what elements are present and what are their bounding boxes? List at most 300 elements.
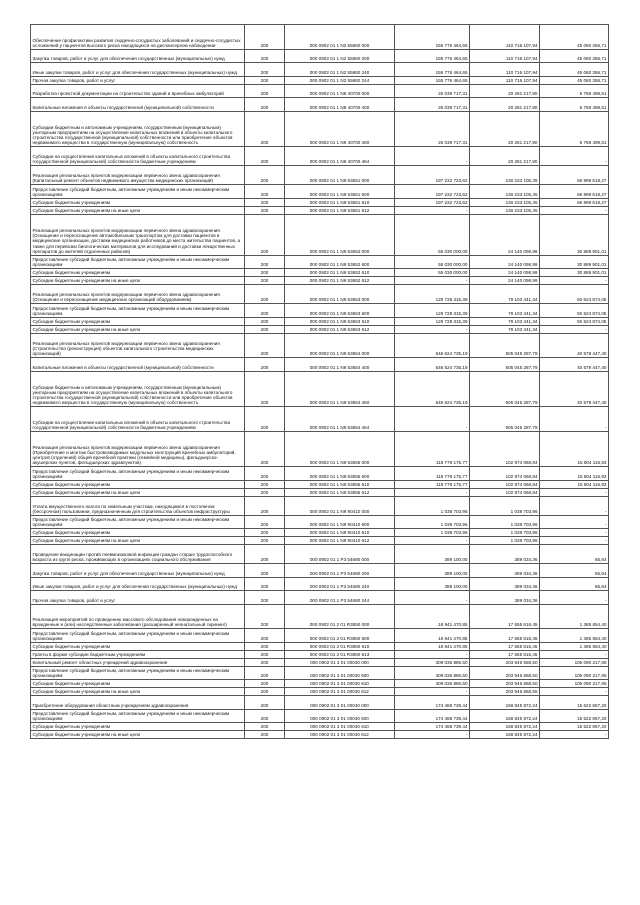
- unexecuted-amount-cell: 45 060 356,71: [540, 76, 609, 84]
- executed-amount-cell: 79 103 441,34: [470, 285, 540, 304]
- approved-amount-cell: 26 039 717,31: [395, 111, 470, 147]
- expense-name-cell: Субсидии бюджетным учреждениям на иные цели: [31, 277, 245, 285]
- line-code-cell: 200: [245, 696, 285, 710]
- classification-code-cell: 000 0902 01 1 N9 53653 612: [285, 325, 395, 333]
- unexecuted-amount-cell: 105 090 217,95: [540, 658, 609, 666]
- table-row: [31, 537, 609, 545]
- unexecuted-amount-cell: 50 624 874,05: [540, 285, 609, 304]
- classification-code-cell: 000 0902 01 1 N9 53655 000: [285, 431, 395, 467]
- approved-amount-cell: 546 624 735,19: [395, 371, 470, 407]
- executed-amount-cell: 24 140 098,99: [470, 255, 540, 269]
- approved-amount-cell: -: [395, 325, 470, 333]
- executed-amount-cell: 24 140 098,99: [470, 277, 540, 285]
- expense-name-cell: Прочая закупка товаров, работ и услуг: [31, 76, 245, 84]
- classification-code-cell: 000 0902 01 1 N9 40700 400: [285, 98, 395, 112]
- line-code-cell: 200: [245, 277, 285, 285]
- approved-amount-cell: 1 038 703,96: [395, 529, 470, 537]
- line-code-cell: 200: [245, 642, 285, 650]
- expense-name-cell: Субсидии бюджетным учреждениям на иные цели: [31, 688, 245, 696]
- executed-amount-cell: 158 845 872,24: [470, 723, 540, 731]
- classification-code-cell: 000 0902 01 1 N2 55860 240: [285, 63, 395, 77]
- table-row: [31, 642, 609, 650]
- executed-amount-cell: 130 233 105,35: [470, 166, 540, 185]
- executed-amount-cell: 79 103 441,34: [470, 304, 540, 318]
- line-code-cell: 200: [245, 650, 285, 658]
- classification-code-cell: 000 0902 01 3 01 00030 610: [285, 680, 395, 688]
- classification-code-cell: 000 0902 01 1 P3 54680 000: [285, 545, 395, 564]
- unexecuted-amount-cell: 15 622 867,20: [540, 696, 609, 710]
- table-row: [31, 564, 609, 578]
- expense-name-cell: Прочая закупка товаров, работ и услуг: [31, 591, 245, 605]
- line-code-cell: 200: [245, 255, 285, 269]
- approved-amount-cell: 26 039 717,31: [395, 98, 470, 112]
- classification-code-cell: 000 0902 01 1 N9 53651 000: [285, 166, 395, 185]
- line-code-cell: 200: [245, 84, 285, 98]
- table-row: [31, 731, 609, 739]
- table-row: [31, 325, 609, 333]
- approved-amount-cell: 55 030 000,00: [395, 214, 470, 255]
- unexecuted-amount-cell: -: [540, 325, 609, 333]
- unexecuted-amount-cell: -: [540, 537, 609, 545]
- expense-name-cell: Капитальные вложения в объекты государственной (муниципальной) собственности: [31, 98, 245, 112]
- executed-amount-cell: 17 555 816,45: [470, 629, 540, 643]
- line-code-cell: 200: [245, 480, 285, 488]
- executed-amount-cell: 110 716 107,94: [470, 25, 540, 50]
- approved-amount-cell: -: [395, 206, 470, 214]
- line-code-cell: 200: [245, 515, 285, 529]
- approved-amount-cell: 546 624 735,19: [395, 358, 470, 372]
- table-row: [31, 709, 609, 723]
- line-code-cell: 200: [245, 529, 285, 537]
- approved-amount-cell: -: [395, 650, 470, 658]
- unexecuted-amount-cell: 45 060 356,71: [540, 49, 609, 63]
- expense-name-cell: Закупка товаров, работ и услуг для обеспечения государственных (муниципальных) нужд: [31, 49, 245, 63]
- approved-amount-cell: 197 232 723,62: [395, 198, 470, 206]
- unexecuted-amount-cell: -: [540, 277, 609, 285]
- executed-amount-cell: 110 716 107,94: [470, 49, 540, 63]
- expense-name-cell: Субсидии бюджетным учреждениям на иные цели: [31, 325, 245, 333]
- line-code-cell: 200: [245, 488, 285, 496]
- line-code-cell: 200: [245, 467, 285, 481]
- expense-name-cell: Субсидии на осуществление капитальных вложений в объекты капитального строительства государственной (муниципальной) собственности бюджетным учреждениям: [31, 147, 245, 166]
- executed-amount-cell: 20 281 217,80: [470, 111, 540, 147]
- approved-amount-cell: -: [395, 147, 470, 166]
- approved-amount-cell: 118 779 175,77: [395, 431, 470, 467]
- executed-amount-cell: 389 034,36: [470, 564, 540, 578]
- expense-name-cell: Капитальные вложения в объекты государственной (муниципальной) собственности: [31, 358, 245, 372]
- line-code-cell: 200: [245, 206, 285, 214]
- unexecuted-amount-cell: 105 090 217,95: [540, 666, 609, 680]
- expense-name-cell: Субсидии бюджетным учреждениям: [31, 198, 245, 206]
- line-code-cell: 200: [245, 709, 285, 723]
- unexecuted-amount-cell: 50 624 874,05: [540, 304, 609, 318]
- table-row: [31, 285, 609, 304]
- unexecuted-amount-cell: 5 758 499,51: [540, 111, 609, 147]
- classification-code-cell: 000 0902 01 1 N9 53655 610: [285, 480, 395, 488]
- approved-amount-cell: 129 728 315,39: [395, 317, 470, 325]
- executed-amount-cell: 1 038 703,96: [470, 515, 540, 529]
- executed-amount-cell: 130 233 105,35: [470, 185, 540, 199]
- classification-code-cell: 000 0902 01 1 N9 53652 612: [285, 277, 395, 285]
- executed-amount-cell: 20 281 217,80: [470, 98, 540, 112]
- line-code-cell: 200: [245, 658, 285, 666]
- unexecuted-amount-cell: 1 385 654,40: [540, 604, 609, 629]
- approved-amount-cell: -: [395, 731, 470, 739]
- classification-code-cell: 000 0902 01 1 N2 55860 200: [285, 49, 395, 63]
- line-code-cell: 200: [245, 166, 285, 185]
- table-row: [31, 577, 609, 591]
- line-code-cell: 200: [245, 76, 285, 84]
- expense-name-cell: Субсидии бюджетным учреждениям: [31, 529, 245, 537]
- approved-amount-cell: 1 038 703,96: [395, 515, 470, 529]
- unexecuted-amount-cell: -: [540, 496, 609, 515]
- expense-name-cell: Предоставление субсидий бюджетным, автономным учреждениям и иным некоммерческим организациям: [31, 467, 245, 481]
- table-row: [31, 604, 609, 629]
- table-row: [31, 98, 609, 112]
- table-row: [31, 198, 609, 206]
- budget-table: [30, 24, 609, 739]
- executed-amount-cell: 102 974 058,84: [470, 467, 540, 481]
- expense-name-cell: Субсидии бюджетным учреждениям на иные цели: [31, 731, 245, 739]
- classification-code-cell: 000 0902 01 2 01 R3850 600: [285, 629, 395, 643]
- approved-amount-cell: 155 776 464,65: [395, 49, 470, 63]
- line-code-cell: 200: [245, 496, 285, 515]
- expense-name-cell: Субсидии на осуществление капитальных вложений в объекты капитального строительства государственной (муниципальной) собственности бюджетным учреждениям: [31, 407, 245, 432]
- line-code-cell: 200: [245, 111, 285, 147]
- expense-name-cell: Реализация региональных проектов модернизации первичного звена здравоохранения (Приобретение и монтаж быстровозводимых модульных конструкций врачебных амбулаторий, центров (отделений) общей врачебной практики (семейной медицины), фельдшерско-акушерских пунктов, фельдшерских здравпунктов): [31, 431, 245, 467]
- line-code-cell: 200: [245, 325, 285, 333]
- table-row: [31, 696, 609, 710]
- executed-amount-cell: 20 281 217,80: [470, 147, 540, 166]
- unexecuted-amount-cell: 15 622 867,20: [540, 709, 609, 723]
- expense-name-cell: Разработка проектной документации на строительство зданий и врачебных амбулаторий: [31, 84, 245, 98]
- approved-amount-cell: 389 100,00: [395, 564, 470, 578]
- executed-amount-cell: 102 974 058,84: [470, 480, 540, 488]
- approved-amount-cell: 18 941 470,85: [395, 642, 470, 650]
- table-row: [31, 480, 609, 488]
- line-code-cell: 200: [245, 317, 285, 325]
- unexecuted-amount-cell: 30 889 901,01: [540, 255, 609, 269]
- executed-amount-cell: 505 045 287,79: [470, 333, 540, 358]
- classification-code-cell: 000 0902 01 1 N9 53655 600: [285, 467, 395, 481]
- table-row: [31, 407, 609, 432]
- classification-code-cell: 000 0902 01 3 01 00030 000: [285, 658, 395, 666]
- table-row: [31, 650, 609, 658]
- approved-amount-cell: -: [395, 488, 470, 496]
- executed-amount-cell: 203 946 668,55: [470, 688, 540, 696]
- executed-amount-cell: 203 946 668,50: [470, 680, 540, 688]
- approved-amount-cell: 118 779 175,77: [395, 480, 470, 488]
- line-code-cell: 200: [245, 358, 285, 372]
- line-code-cell: 200: [245, 723, 285, 731]
- expense-name-cell: Реализация мероприятий по проведению массового обследования новорожденных на врожденные и (или) наследственные заболевания (расширенный неонатальный скрининг): [31, 604, 245, 629]
- approved-amount-cell: 1 038 703,96: [395, 496, 470, 515]
- classification-code-cell: 000 0902 01 1 N9 53654 464: [285, 407, 395, 432]
- table-row: [31, 49, 609, 63]
- classification-code-cell: 000 0902 01 3 01 00040 612: [285, 731, 395, 739]
- approved-amount-cell: 197 232 723,62: [395, 166, 470, 185]
- table-row: [31, 467, 609, 481]
- unexecuted-amount-cell: 30 889 901,01: [540, 214, 609, 255]
- line-code-cell: 200: [245, 407, 285, 432]
- unexecuted-amount-cell: -: [540, 515, 609, 529]
- classification-code-cell: 000 0902 01 1 N9 90410 610: [285, 529, 395, 537]
- unexecuted-amount-cell: -: [540, 650, 609, 658]
- table-row: [31, 515, 609, 529]
- table-row: [31, 111, 609, 147]
- unexecuted-amount-cell: 40 579 447,40: [540, 371, 609, 407]
- line-code-cell: 200: [245, 25, 285, 50]
- classification-code-cell: 000 0902 01 1 N9 53651 612: [285, 206, 395, 214]
- approved-amount-cell: 155 776 464,65: [395, 63, 470, 77]
- approved-amount-cell: -: [395, 407, 470, 432]
- unexecuted-amount-cell: 45 060 356,71: [540, 25, 609, 50]
- unexecuted-amount-cell: 15 804 116,93: [540, 480, 609, 488]
- classification-code-cell: 000 0902 01 3 01 00040 600: [285, 709, 395, 723]
- executed-amount-cell: 389 034,36: [470, 545, 540, 564]
- budget-execution-sheet: [30, 24, 608, 739]
- table-row: [31, 358, 609, 372]
- executed-amount-cell: 1 038 703,96: [470, 537, 540, 545]
- table-row: [31, 371, 609, 407]
- classification-code-cell: 000 0902 01 1 N9 53653 610: [285, 317, 395, 325]
- approved-amount-cell: 174 468 739,44: [395, 709, 470, 723]
- approved-amount-cell: 155 776 464,65: [395, 76, 470, 84]
- unexecuted-amount-cell: 40 579 447,40: [540, 358, 609, 372]
- expense-name-cell: Реализация региональных проектов модернизации первичного звена здравоохранения (Капитальный ремонт объектов недвижимого имущества медицинских организаций): [31, 166, 245, 185]
- executed-amount-cell: 505 045 287,79: [470, 358, 540, 372]
- line-code-cell: 200: [245, 269, 285, 277]
- classification-code-cell: 000 0902 01 1 P3 54680 200: [285, 564, 395, 578]
- executed-amount-cell: 17 555 816,45: [470, 604, 540, 629]
- table-row: [31, 147, 609, 166]
- table-row: [31, 629, 609, 643]
- executed-amount-cell: 130 233 105,35: [470, 206, 540, 214]
- classification-code-cell: 000 0902 01 3 01 00040 610: [285, 723, 395, 731]
- expense-name-cell: Предоставление субсидий бюджетным, автономным учреждениям и иным некоммерческим организациям: [31, 515, 245, 529]
- approved-amount-cell: -: [395, 537, 470, 545]
- approved-amount-cell: 26 039 717,31: [395, 84, 470, 98]
- expense-name-cell: Субсидии бюджетным учреждениям: [31, 480, 245, 488]
- approved-amount-cell: 174 468 739,44: [395, 696, 470, 710]
- approved-amount-cell: 389 100,00: [395, 545, 470, 564]
- line-code-cell: 200: [245, 564, 285, 578]
- expense-name-cell: Обеспечение профилактики развития сердечно-сосудистых заболеваний и сердечно-сосудистых осложнений у пациентов высокого риска находящихся на диспансерном наблюдении: [31, 25, 245, 50]
- executed-amount-cell: 24 140 098,99: [470, 214, 540, 255]
- line-code-cell: 200: [245, 731, 285, 739]
- classification-code-cell: 000 0902 01 1 P3 54680 244: [285, 591, 395, 605]
- executed-amount-cell: 389 034,36: [470, 591, 540, 605]
- table-row: [31, 688, 609, 696]
- expense-name-cell: Предоставление субсидий бюджетным, автономным учреждениям и иным некоммерческим организациям: [31, 629, 245, 643]
- expense-name-cell: Предоставление субсидий бюджетным, автономным учреждениям и иным некоммерческим организациям: [31, 255, 245, 269]
- line-code-cell: 200: [245, 577, 285, 591]
- classification-code-cell: 000 0902 01 1 N9 53655 612: [285, 488, 395, 496]
- approved-amount-cell: -: [395, 277, 470, 285]
- line-code-cell: 200: [245, 680, 285, 688]
- classification-code-cell: 000 0902 01 1 N9 53651 600: [285, 185, 395, 199]
- classification-code-cell: 000 0902 01 3 01 00030 600: [285, 666, 395, 680]
- line-code-cell: 200: [245, 333, 285, 358]
- table-row: [31, 591, 609, 605]
- expense-name-cell: Приобретение оборудования областным учреждениям здравоохранения: [31, 696, 245, 710]
- classification-code-cell: 000 0902 01 1 P3 54680 240: [285, 577, 395, 591]
- unexecuted-amount-cell: 66 999 618,27: [540, 185, 609, 199]
- executed-amount-cell: 389 034,36: [470, 577, 540, 591]
- table-row: [31, 206, 609, 214]
- expense-name-cell: Субсидии бюджетным учреждениям: [31, 680, 245, 688]
- expense-name-cell: Субсидии бюджетным учреждениям на иные цели: [31, 537, 245, 545]
- expense-name-cell: Капитальный ремонт областных учреждений здравоохранения: [31, 658, 245, 666]
- table-row: [31, 255, 609, 269]
- line-code-cell: 200: [245, 285, 285, 304]
- approved-amount-cell: 55 030 000,00: [395, 269, 470, 277]
- line-code-cell: 200: [245, 591, 285, 605]
- table-row: [31, 25, 609, 50]
- unexecuted-amount-cell: 40 579 447,40: [540, 333, 609, 358]
- approved-amount-cell: 389 100,00: [395, 577, 470, 591]
- executed-amount-cell: 20 281 217,80: [470, 84, 540, 98]
- expense-name-cell: Субсидии бюджетным учреждениям: [31, 642, 245, 650]
- unexecuted-amount-cell: 5 758 499,51: [540, 98, 609, 112]
- unexecuted-amount-cell: 105 090 217,95: [540, 680, 609, 688]
- line-code-cell: 200: [245, 604, 285, 629]
- unexecuted-amount-cell: 66 999 618,27: [540, 198, 609, 206]
- table-row: [31, 545, 609, 564]
- expense-name-cell: Субсидии бюджетным учреждениям: [31, 723, 245, 731]
- approved-amount-cell: 309 036 886,50: [395, 680, 470, 688]
- unexecuted-amount-cell: 45 060 356,71: [540, 63, 609, 77]
- expense-name-cell: Гранты в форме субсидии бюджетным учреждениям: [31, 650, 245, 658]
- unexecuted-amount-cell: 5 758 499,51: [540, 84, 609, 98]
- expense-name-cell: Уплата имущественного налога по земельным участкам, находящимся в постоянном (бессрочном) пользовании, предназначенным для строительства объектов инфраструктуры: [31, 496, 245, 515]
- table-row: [31, 84, 609, 98]
- expense-name-cell: Реализация региональных проектов модернизации первичного звена здравоохранения (Оснащение и переоснащение автомобильным транспортом для доставки пациентов в медицинские организации, доставки медицинских работников до места жительства пациентов, а также для перевозки биологических материалов для исследований и доставки лекарственных препаратов до жителей отдаленных районов): [31, 214, 245, 255]
- approved-amount-cell: -: [395, 591, 470, 605]
- line-code-cell: 200: [245, 629, 285, 643]
- table-row: [31, 185, 609, 199]
- line-code-cell: 200: [245, 63, 285, 77]
- expense-name-cell: Проведение вакцинации против пневмококковой инфекции граждан старше трудоспособного возраста из групп риска, проживающих в организациях социального обслуживания: [31, 545, 245, 564]
- executed-amount-cell: 158 845 872,24: [470, 696, 540, 710]
- expense-name-cell: Предоставление субсидий бюджетным, автономным учреждениям и иным некоммерческим организациям: [31, 185, 245, 199]
- expense-name-cell: Субсидии бюджетным и автономным учреждениям, государственным (муниципальным) унитарным предприятиям на осуществление капитальных вложений в объекты капитального строительства государственной (муниципальной) собственности или приобретение объектов недвижимого имущества в государственную (муниципальную) собственность: [31, 371, 245, 407]
- approved-amount-cell: -: [395, 688, 470, 696]
- table-row: [31, 76, 609, 84]
- line-code-cell: 200: [245, 198, 285, 206]
- approved-amount-cell: 546 624 735,19: [395, 333, 470, 358]
- table-row: [31, 529, 609, 537]
- executed-amount-cell: 17 555 816,45: [470, 642, 540, 650]
- line-code-cell: 200: [245, 537, 285, 545]
- unexecuted-amount-cell: -: [540, 206, 609, 214]
- expense-name-cell: Предоставление субсидий бюджетным, автономным учреждениям и иным некоммерческим организациям: [31, 304, 245, 318]
- unexecuted-amount-cell: 65,64: [540, 545, 609, 564]
- table-row: [31, 304, 609, 318]
- classification-code-cell: 000 0902 01 2 01 R3850 000: [285, 604, 395, 629]
- classification-code-cell: 000 0902 01 2 01 R3850 613: [285, 650, 395, 658]
- executed-amount-cell: 102 974 058,84: [470, 488, 540, 496]
- expense-name-cell: Иные закупки товаров, работ и услуг для обеспечения государственных (муниципальных) нужд: [31, 63, 245, 77]
- line-code-cell: 200: [245, 214, 285, 255]
- table-row: [31, 666, 609, 680]
- line-code-cell: 200: [245, 49, 285, 63]
- expense-name-cell: Реализация региональных проектов модернизации первичного звена здравоохранения (Оснащение и переоснащение медицинских организаций оборудованием): [31, 285, 245, 304]
- table-row: [31, 496, 609, 515]
- executed-amount-cell: 79 103 441,34: [470, 325, 540, 333]
- table-row: [31, 214, 609, 255]
- unexecuted-amount-cell: 15 804 116,93: [540, 467, 609, 481]
- executed-amount-cell: 110 716 107,94: [470, 76, 540, 84]
- expense-name-cell: Субсидии бюджетным учреждениям: [31, 269, 245, 277]
- table-row: [31, 658, 609, 666]
- unexecuted-amount-cell: 15 804 116,93: [540, 431, 609, 467]
- table-row: [31, 277, 609, 285]
- classification-code-cell: 000 0902 01 1 N9 53654 000: [285, 333, 395, 358]
- approved-amount-cell: 309 036 886,50: [395, 666, 470, 680]
- expense-name-cell: Закупка товаров, работ и услуг для обеспечения государственных (муниципальных) нужд: [31, 564, 245, 578]
- classification-code-cell: 000 0902 01 1 N9 53652 600: [285, 255, 395, 269]
- unexecuted-amount-cell: 15 622 867,20: [540, 723, 609, 731]
- table-row: [31, 680, 609, 688]
- classification-code-cell: 000 0902 01 1 N2 55860 244: [285, 76, 395, 84]
- expense-name-cell: Субсидии бюджетным учреждениям: [31, 317, 245, 325]
- approved-amount-cell: 155 776 464,65: [395, 25, 470, 50]
- table-row: [31, 269, 609, 277]
- executed-amount-cell: 79 103 441,34: [470, 317, 540, 325]
- classification-code-cell: 000 0902 01 1 N9 40700 460: [285, 111, 395, 147]
- classification-code-cell: 000 0902 01 1 N9 90410 000: [285, 496, 395, 515]
- classification-code-cell: 000 0902 01 1 N9 53651 610: [285, 198, 395, 206]
- classification-code-cell: 000 0902 01 1 N9 40700 000: [285, 84, 395, 98]
- executed-amount-cell: 1 038 703,96: [470, 529, 540, 537]
- executed-amount-cell: 130 233 105,35: [470, 198, 540, 206]
- expense-name-cell: Субсидии бюджетным учреждениям на иные цели: [31, 488, 245, 496]
- line-code-cell: 200: [245, 304, 285, 318]
- line-code-cell: 200: [245, 185, 285, 199]
- classification-code-cell: 000 0902 01 1 N9 53654 400: [285, 358, 395, 372]
- line-code-cell: 200: [245, 147, 285, 166]
- expense-name-cell: Иные закупки товаров, работ и услуг для обеспечения государственных (муниципальных) нужд: [31, 577, 245, 591]
- unexecuted-amount-cell: -: [540, 529, 609, 537]
- classification-code-cell: 000 0902 01 1 N9 53653 600: [285, 304, 395, 318]
- unexecuted-amount-cell: -: [540, 407, 609, 432]
- unexecuted-amount-cell: 66 999 618,27: [540, 166, 609, 185]
- line-code-cell: 200: [245, 688, 285, 696]
- approved-amount-cell: 174 468 739,44: [395, 723, 470, 731]
- classification-code-cell: 000 0902 01 1 N9 53652 610: [285, 269, 395, 277]
- unexecuted-amount-cell: -: [540, 488, 609, 496]
- approved-amount-cell: 129 728 315,39: [395, 285, 470, 304]
- table-row: [31, 431, 609, 467]
- table-row: [31, 333, 609, 358]
- classification-code-cell: 000 0902 01 1 N2 55860 000: [285, 25, 395, 50]
- line-code-cell: 200: [245, 98, 285, 112]
- expense-name-cell: Субсидии бюджетным учреждениям на иные цели: [31, 206, 245, 214]
- executed-amount-cell: 24 140 098,99: [470, 269, 540, 277]
- executed-amount-cell: 17 555 816,45: [470, 650, 540, 658]
- unexecuted-amount-cell: 1 385 654,40: [540, 642, 609, 650]
- classification-code-cell: 000 0902 01 1 N9 90410 600: [285, 515, 395, 529]
- expense-name-cell: Реализация региональных проектов модернизации первичного звена здравоохранения (Строительство (реконструкция) объектов капитального строительства медицинских организаций): [31, 333, 245, 358]
- expense-name-cell: Субсидии бюджетным и автономным учреждениям, государственным (муниципальным) унитарным предприятиям на осуществление капитальных вложений в объекты капитального строительства государственной (муниципальной) собственности или приобретение объектов недвижимого имущества в государственную (муниципальную) собственность: [31, 111, 245, 147]
- line-code-cell: 200: [245, 431, 285, 467]
- approved-amount-cell: 197 232 723,62: [395, 185, 470, 199]
- approved-amount-cell: 18 941 470,85: [395, 604, 470, 629]
- line-code-cell: 200: [245, 666, 285, 680]
- approved-amount-cell: 18 941 470,85: [395, 629, 470, 643]
- classification-code-cell: 000 0902 01 3 01 00040 000: [285, 696, 395, 710]
